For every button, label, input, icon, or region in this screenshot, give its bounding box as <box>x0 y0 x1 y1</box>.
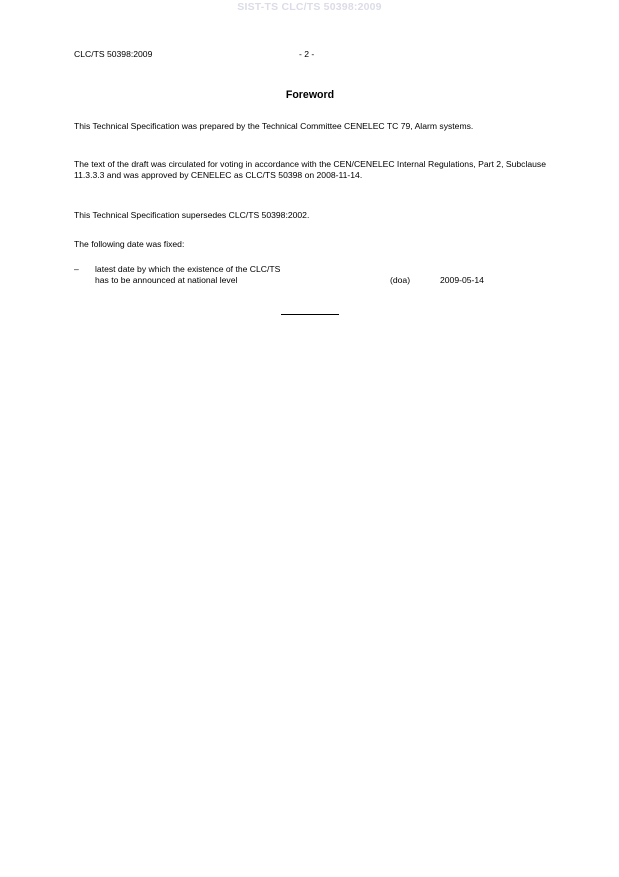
paragraph-supersedes: This Technical Specification supersedes CLC/TS 50398:2002. <box>74 210 310 220</box>
page-header <box>74 49 546 61</box>
date-abbreviation: (doa) <box>390 274 411 285</box>
section-title: Foreword <box>285 89 335 101</box>
page-number: - 2 - <box>299 49 315 59</box>
paragraph-date-fixed: The following date was fixed: <box>74 239 185 249</box>
watermark: SIST-TS CLC/TS 50398:2009 <box>237 1 382 13</box>
paragraph-prepared-by: This Technical Specification was prepared by the Technical Committee CENELEC TC 79, Alarm systems. <box>74 121 474 131</box>
date-description-line-1: latest date by which the existence of the CLC/TS <box>95 264 281 274</box>
date-list-item <box>74 264 546 288</box>
end-rule <box>281 314 339 315</box>
date-value: 2009-05-14 <box>440 274 484 285</box>
date-description-line-2: has to be announced at national level <box>95 274 238 285</box>
list-bullet: – <box>74 264 79 274</box>
paragraph-voting: The text of the draft was circulated for voting in accordance with the CEN/CENELEC Internal Regulations, Part 2, Subclause 11.3.3.3 and was approved by CENELEC as CLC/TS 50398 on 2008-11-14. <box>74 159 546 180</box>
document-id: CLC/TS 50398:2009 <box>74 49 153 59</box>
